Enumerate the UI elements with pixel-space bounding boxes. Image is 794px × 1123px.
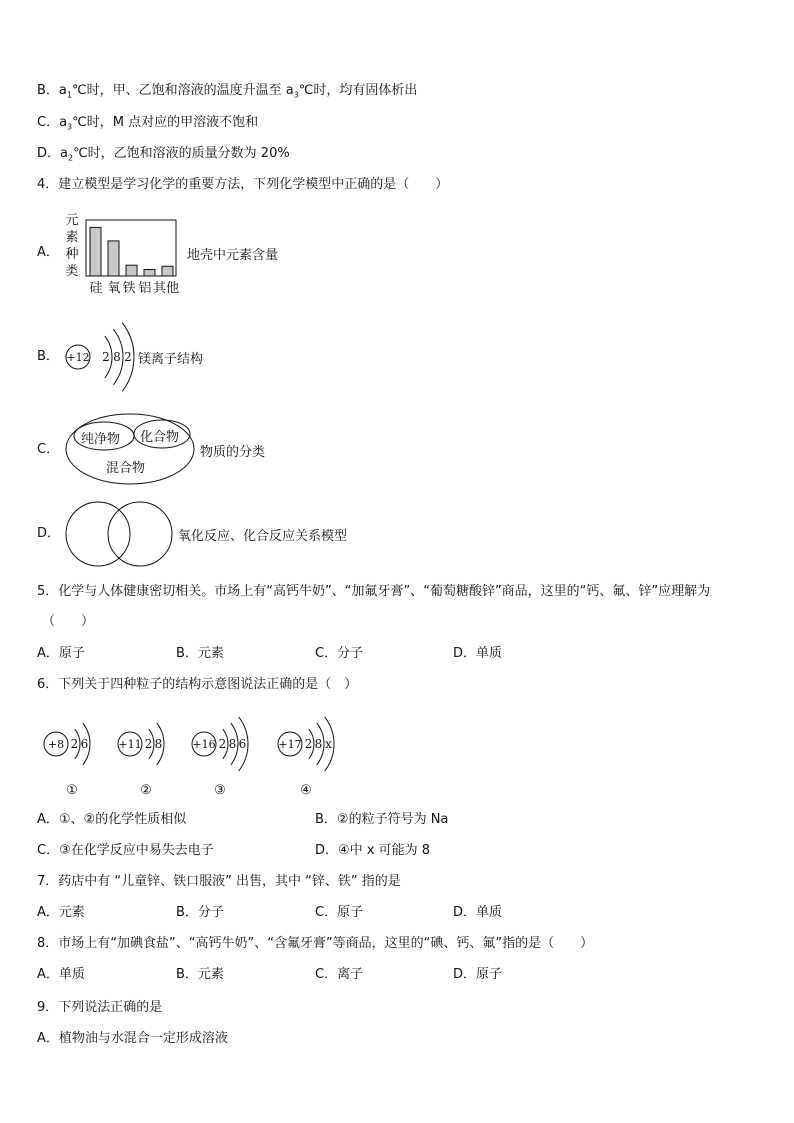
nucleus-charge: +8 (47, 738, 65, 751)
text: ℃时，甲、乙饱和溶液的温度升温至 a (71, 83, 294, 98)
subscript: 2 (67, 153, 74, 163)
particle-label: ③ (214, 783, 226, 798)
particle-3 (192, 717, 248, 798)
bar-2 (126, 265, 137, 276)
q7-option-a: A．元素 (37, 905, 85, 920)
q6-option-d: D．④中 x 可能为 8 (315, 843, 431, 858)
x-tick-label: 其他 (152, 281, 180, 296)
particle-label: ② (140, 783, 152, 798)
q4-option-d-caption: 氧化反应、化合反应关系模型 (178, 529, 348, 544)
text: D．a (37, 146, 68, 161)
q6-option-b: B．②的粒子符号为 Na (315, 812, 449, 827)
q5-stem: 5．化学与人体健康密切相关。市场上有“高钙牛奶”、“加氟牙膏”、“葡萄糖酸锌”商品，这里的“钙、氟、锌”应理解为 (37, 584, 711, 599)
text: ℃时，均有固体析出 (298, 83, 418, 98)
text: C．a (37, 115, 68, 130)
q9-stem: 9．下列说法正确的是 (37, 1000, 163, 1015)
y-axis-label-char: 种 (65, 247, 79, 262)
particle-shell-electrons: 8 (228, 737, 237, 751)
x-tick-label: 铁 (122, 281, 136, 296)
venn-circle-right (108, 502, 172, 566)
q7-stem: 7．药店中有 “儿童锌、铁口服液” 出售，其中 “锌、铁” 指的是 (37, 874, 401, 889)
q7-option-d: D．单质 (453, 905, 503, 920)
q5-option-d: D．单质 (453, 646, 503, 661)
particle-2 (118, 723, 164, 798)
q6-option-a: A．①、②的化学性质相似 (37, 812, 187, 827)
y-axis-label-char: 素 (65, 230, 79, 245)
particle-shell-electrons: 2 (70, 737, 79, 751)
text: ℃时，M 点对应的甲溶液不饱和 (72, 115, 259, 130)
nucleus-charge: +17 (278, 738, 302, 751)
q5-option-b: B．元素 (176, 646, 224, 661)
q4-option-c-caption: 物质的分类 (200, 445, 266, 460)
particle-shell-electrons: x (325, 737, 332, 751)
x-tick-label: 铝 (138, 281, 152, 296)
particle-4 (278, 717, 334, 798)
q7-option-c: C．原子 (315, 905, 364, 920)
particle-shell-electrons: 6 (238, 737, 247, 751)
particle-shell-electrons: 2 (218, 737, 227, 751)
label-mixture: 混合物 (106, 461, 146, 476)
crust-element-bar-chart (62, 212, 184, 298)
particle-label: ① (66, 783, 78, 798)
option-b-prev (37, 82, 417, 105)
particle-label: ④ (300, 783, 312, 798)
q6-option-c: C．③在化学反应中易失去电子 (37, 843, 214, 858)
venn-diagram (64, 500, 176, 568)
nucleus-charge: +12 (66, 351, 90, 364)
q4-option-c-letter: C． (37, 442, 60, 457)
q4-option-b-letter: B． (37, 349, 59, 364)
nucleus-charge: +11 (118, 738, 142, 751)
q4-stem: 4．建立模型是学习化学的重要方法，下列化学模型中正确的是（ ） (37, 177, 449, 192)
bar-0 (90, 227, 101, 276)
q8-stem: 8．市场上有“加碘食盐”、“高钙牛奶”、“含氟牙膏”等商品，这里的“碘、钙、氟”指的是（ ） (37, 936, 594, 951)
q4-option-b-caption: 镁离子结构 (138, 352, 204, 367)
mg-ion-shell-electrons: 2 (102, 350, 110, 364)
q6-stem: 6．下列关于四种粒子的结构示意图说法正确的是（ ） (37, 677, 358, 692)
q5-option-c: C．分子 (315, 646, 364, 661)
particle-shell-electrons: 6 (80, 737, 89, 751)
q4-option-a-letter: A． (37, 245, 59, 260)
nucleus-charge: +16 (192, 738, 216, 751)
magnesium-ion-structure-diagram (62, 312, 142, 404)
label-pure-substance: 纯净物 (81, 432, 121, 447)
subscript: 3 (293, 90, 299, 100)
q8-option-b: B．元素 (176, 967, 224, 982)
q4-option-d-letter: D． (37, 526, 61, 541)
y-axis-label-char: 元 (65, 213, 79, 228)
substance-classification-diagram (64, 412, 200, 488)
x-tick-label: 氧 (107, 281, 121, 296)
option-c-prev (37, 114, 258, 137)
label-compound: 化合物 (140, 430, 180, 445)
particle-shell-electrons: 2 (304, 737, 313, 751)
q7-option-b: B．分子 (176, 905, 224, 920)
q5-stem-paren: （ ） (42, 614, 95, 629)
text: B．a (37, 83, 67, 98)
mg-ion-shell-electrons: 8 (113, 350, 121, 364)
particle-structure-diagrams (40, 700, 370, 802)
option-d-prev (37, 145, 290, 168)
q5-option-a: A．原子 (37, 646, 85, 661)
mg-ion-shell-electrons: 2 (124, 350, 132, 364)
subscript: 3 (67, 122, 73, 132)
q8-option-a: A．单质 (37, 967, 85, 982)
q8-option-c: C．离子 (315, 967, 364, 982)
particle-shell-electrons: 2 (144, 737, 153, 751)
bar-4 (162, 266, 173, 276)
particle-shell-electrons: 8 (154, 737, 163, 751)
venn-circle-left (66, 502, 130, 566)
particle-1 (44, 723, 90, 798)
q8-option-d: D．原子 (453, 967, 503, 982)
bar-3 (144, 270, 155, 276)
text: ℃时，乙饱和溶液的质量分数为 20% (73, 146, 290, 161)
x-tick-label: 硅 (89, 281, 103, 296)
bar-1 (108, 241, 119, 276)
particle-shell-electrons: 8 (314, 737, 323, 751)
subscript: 1 (66, 90, 72, 100)
q9-option-a: A．植物油与水混合一定形成溶液 (37, 1031, 228, 1046)
q4-option-a-caption: 地壳中元素含量 (187, 248, 279, 263)
y-axis-label-char: 类 (65, 264, 79, 279)
